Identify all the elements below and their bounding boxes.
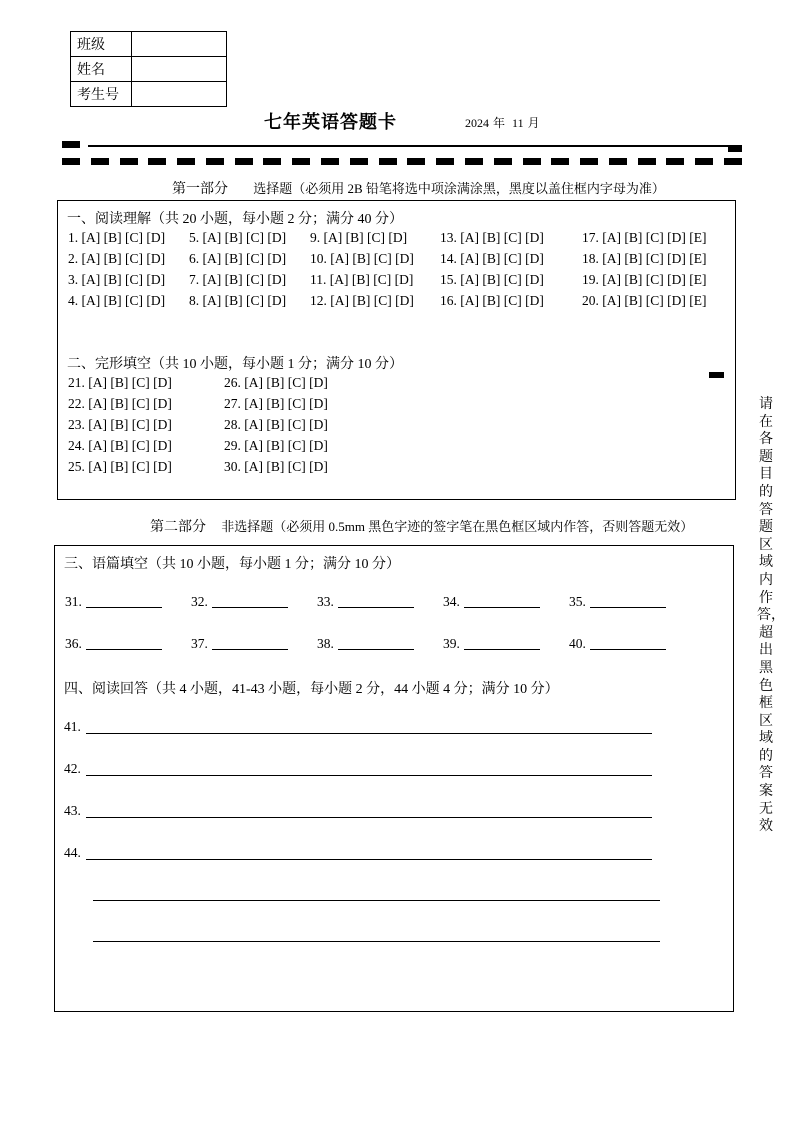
- cloze-question-22[interactable]: 22. [A] [B] [C] [D]: [68, 396, 172, 411]
- cloze-question-26[interactable]: 26. [A] [B] [C] [D]: [224, 375, 328, 390]
- mc-question-15[interactable]: 15. [A] [B] [C] [D]: [440, 272, 544, 287]
- part2-desc: 非选择题（必须用 0.5mm 黑色字迹的签字笔在黑色框区域内作答，否则答题无效）: [221, 519, 694, 534]
- registration-mark-left: [62, 141, 80, 148]
- fill-blank-40: [569, 636, 666, 652]
- side-note: 请在各题目的答题区域内作答，超出黑色框区域的答案无效: [757, 396, 785, 835]
- cloze-question-30[interactable]: 30. [A] [B] [C] [D]: [224, 459, 328, 474]
- answer-line-44-extra-2[interactable]: [93, 941, 660, 942]
- fill-blank-line[interactable]: [338, 637, 414, 650]
- mc-question-19[interactable]: 19. [A] [B] [C] [D] [E]: [582, 272, 707, 287]
- fill-blank-number: 35.: [569, 594, 586, 609]
- mc-question-1[interactable]: 1. [A] [B] [C] [D]: [68, 230, 166, 245]
- mc-question-18[interactable]: 18. [A] [B] [C] [D] [E]: [582, 251, 707, 266]
- fill-blank-line[interactable]: [212, 595, 288, 608]
- fill-blank-33: [317, 594, 414, 610]
- info-row-name: [71, 57, 227, 82]
- reading-answer-line-41[interactable]: [86, 733, 652, 734]
- cloze-question-27[interactable]: 27. [A] [B] [C] [D]: [224, 396, 328, 411]
- sec1-title: 一、阅读理解（共 20 小题，每小题 2 分；满分 40 分）: [67, 212, 403, 227]
- name-field[interactable]: [132, 57, 227, 82]
- sec3-title: 三、语篇填空（共 10 小题，每小题 1 分；满分 10 分）: [64, 557, 400, 572]
- sec4-title: 四、阅读回答（共 4 小题，41-43 小题，每小题 2 分，44 小题 4 分；满分 10 分）: [64, 682, 559, 697]
- exam-number-label: 考生号: [71, 82, 132, 107]
- mc-question-4[interactable]: 4. [A] [B] [C] [D]: [68, 293, 166, 308]
- fill-blank-number: 36.: [65, 636, 82, 651]
- fill-blank-number: 40.: [569, 636, 586, 651]
- part1-desc: 选择题（必须用 2B 铅笔将选中项涂满涂黑，黑度以盖住框内字母为准）: [253, 181, 665, 196]
- sec2-title: 二、完形填空（共 10 小题，每小题 1 分；满分 10 分）: [67, 357, 403, 372]
- mc-question-6[interactable]: 6. [A] [B] [C] [D]: [189, 251, 287, 266]
- registration-line: [88, 145, 728, 147]
- name-label: 姓名: [71, 57, 132, 82]
- mc-question-11[interactable]: 11. [A] [B] [C] [D]: [310, 272, 414, 287]
- mc-question-3[interactable]: 3. [A] [B] [C] [D]: [68, 272, 166, 287]
- class-field[interactable]: [132, 32, 227, 57]
- fill-blank-number: 32.: [191, 594, 208, 609]
- fill-blank-number: 33.: [317, 594, 334, 609]
- student-info-table: [70, 31, 227, 107]
- part1-heading: 第一部分: [172, 182, 228, 197]
- reading-answer-line-44[interactable]: [86, 859, 652, 860]
- fill-blank-31: [65, 594, 162, 610]
- fill-blank-line[interactable]: [590, 637, 666, 650]
- fill-blank-line[interactable]: [590, 595, 666, 608]
- answer-line-44-extra-1[interactable]: [93, 900, 660, 901]
- year-unit: 年: [493, 116, 506, 130]
- page-title: 七年英语答题卡: [264, 112, 397, 132]
- fill-blank-line[interactable]: [338, 595, 414, 608]
- exam-year: 2024: [465, 116, 489, 130]
- mc-question-7[interactable]: 7. [A] [B] [C] [D]: [189, 272, 287, 287]
- fill-blank-line[interactable]: [212, 637, 288, 650]
- reading-answer-number-41: 41.: [64, 719, 81, 734]
- cloze-question-29[interactable]: 29. [A] [B] [C] [D]: [224, 438, 328, 453]
- fill-blank-number: 39.: [443, 636, 460, 651]
- mc-question-20[interactable]: 20. [A] [B] [C] [D] [E]: [582, 293, 707, 308]
- reading-answer-number-42: 42.: [64, 761, 81, 776]
- mc-question-16[interactable]: 16. [A] [B] [C] [D]: [440, 293, 544, 308]
- fill-blank-35: [569, 594, 666, 610]
- cloze-question-24[interactable]: 24. [A] [B] [C] [D]: [68, 438, 172, 453]
- fill-blank-number: 37.: [191, 636, 208, 651]
- registration-mark-right: [728, 145, 742, 152]
- reading-answer-number-43: 43.: [64, 803, 81, 818]
- info-row-class: [71, 32, 227, 57]
- mc-question-9[interactable]: 9. [A] [B] [C] [D]: [310, 230, 408, 245]
- cloze-question-28[interactable]: 28. [A] [B] [C] [D]: [224, 417, 328, 432]
- exam-date: [465, 114, 544, 131]
- fill-blank-line[interactable]: [464, 637, 540, 650]
- fill-blank-38: [317, 636, 414, 652]
- part2-header: [150, 516, 693, 536]
- fill-blank-number: 38.: [317, 636, 334, 651]
- mc-question-8[interactable]: 8. [A] [B] [C] [D]: [189, 293, 287, 308]
- cloze-question-25[interactable]: 25. [A] [B] [C] [D]: [68, 459, 172, 474]
- mc-question-12[interactable]: 12. [A] [B] [C] [D]: [310, 293, 414, 308]
- cloze-question-21[interactable]: 21. [A] [B] [C] [D]: [68, 375, 172, 390]
- reading-answer-number-44: 44.: [64, 845, 81, 860]
- fill-blank-line[interactable]: [464, 595, 540, 608]
- fill-blank-number: 34.: [443, 594, 460, 609]
- fill-blank-line[interactable]: [86, 637, 162, 650]
- reading-answer-line-42[interactable]: [86, 775, 652, 776]
- mc-question-2[interactable]: 2. [A] [B] [C] [D]: [68, 251, 166, 266]
- mc-question-14[interactable]: 14. [A] [B] [C] [D]: [440, 251, 544, 266]
- part1-header: [172, 178, 665, 198]
- fill-blank-line[interactable]: [86, 595, 162, 608]
- fill-blank-32: [191, 594, 288, 610]
- mc-question-10[interactable]: 10. [A] [B] [C] [D]: [310, 251, 414, 266]
- fill-blank-37: [191, 636, 288, 652]
- cloze-question-23[interactable]: 23. [A] [B] [C] [D]: [68, 417, 172, 432]
- reading-answer-line-43[interactable]: [86, 817, 652, 818]
- exam-number-field[interactable]: [132, 82, 227, 107]
- fill-blank-39: [443, 636, 540, 652]
- fill-blank-number: 31.: [65, 594, 82, 609]
- fill-blank-36: [65, 636, 162, 652]
- timing-mark-row: [62, 158, 742, 165]
- fill-blank-34: [443, 594, 540, 610]
- mc-question-13[interactable]: 13. [A] [B] [C] [D]: [440, 230, 544, 245]
- part2-heading: 第二部分: [150, 520, 206, 535]
- month-unit: 月: [527, 116, 540, 130]
- mc-question-17[interactable]: 17. [A] [B] [C] [D] [E]: [582, 230, 707, 245]
- class-label: 班级: [71, 32, 132, 57]
- mc-question-5[interactable]: 5. [A] [B] [C] [D]: [189, 230, 287, 245]
- exam-month: 11: [512, 116, 524, 130]
- info-row-exam-number: [71, 82, 227, 107]
